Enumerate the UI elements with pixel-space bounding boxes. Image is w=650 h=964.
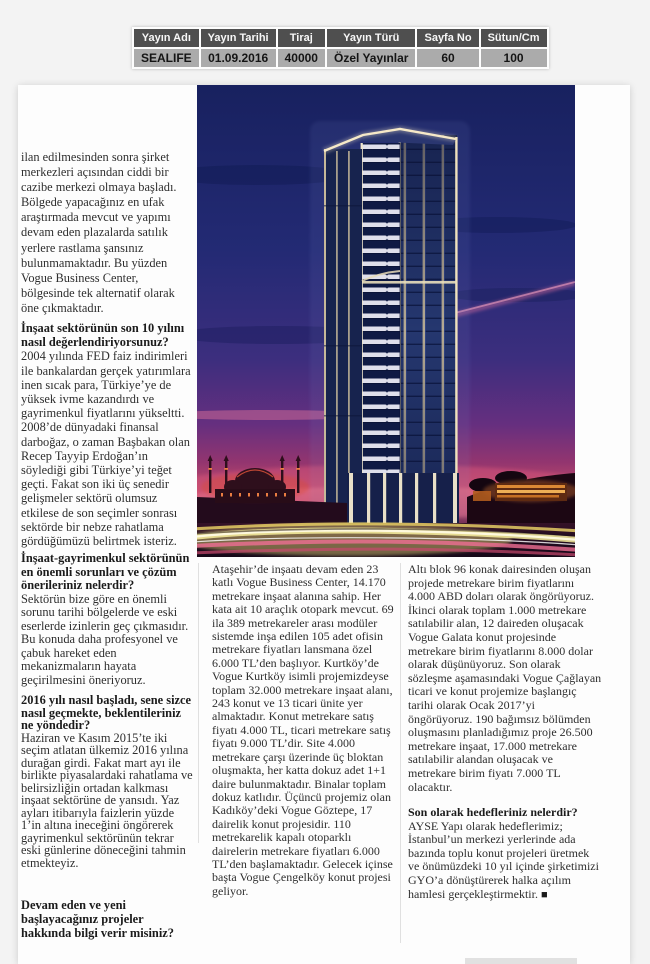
meta-header-sayfa-no: Sayfa No (417, 29, 478, 47)
meta-header-sutun-cm: Sütun/Cm (481, 29, 547, 47)
interview-question-4 (21, 898, 195, 940)
answer-text: Haziran ve Kasım 2015’te iki seçim atlatan ülkemiz 2016 yılına durağan girdi. Fakat mart ayı ile birlikte piyasalardaki rahatlama ve belirsizliğin ortadan kalkması inşaat sektörüne de yansıdı. Yaz ayları itibarıyla faizlerin yüzde 1’in altına ineceğini öngörerek gayrimenkul sektörünün tekrar eski günlerine döneceğini tahmin etmekteyiz. (21, 730, 193, 870)
meta-header-yayin-turu: Yayın Türü (327, 29, 416, 47)
meta-header-yayin-adi: Yayın Adı (134, 29, 199, 47)
answer-text: AYSE Yapı olarak hedeflerimiz; İstanbul’un merkezi yerlerinde ada bazında toplu konut projeleri üretmek ve önümüzdeki 10 yıl içinde şirketimizi GYO’a dönüştürerek halka açılım hamlesi gerçekleştirmektir. (408, 818, 599, 901)
meta-value-sayfa-no: 60 (417, 49, 478, 67)
closing-paragraph (408, 820, 602, 903)
intro-paragraph (21, 150, 195, 316)
meta-value-sutun-cm: 100 (481, 49, 547, 67)
end-of-article-marker: ■ (540, 888, 548, 901)
answer-text: Sektörün bize göre en önemli sorunu tarihi bölgelerde ve eski eserlerde izinlerin geç çıkmasıdır. Bu konuda daha profesyonel ve çabuk hareket eden mekanizmaların hayata geçirilmesini öneriyoruz. (21, 591, 189, 687)
right-column (408, 563, 602, 902)
meta-value-yayin-turu: Özel Yayınlar (327, 49, 416, 67)
body-text: ilan edilmesinden sonra şirket merkezleri açısından ciddi bir cazibe merkezi olmaya başladı. Bölgede yapacağınız en ufak araştırmada mevcut ve yapımı devam eden plazalarda satılık yerlere rastlama şansınız bulunmamaktadır. Bu yüzden Vogue Business Center, bölgesinde tek alternatif olarak öne çıkmaktadır. (21, 150, 177, 315)
question-heading: Devam eden ve yeni başlayacağınız projeler hakkında bilgi verir misiniz? (21, 898, 174, 940)
meta-value-row (134, 49, 547, 67)
column-divider-right (400, 563, 401, 943)
cut-off-scan-artifact (465, 958, 577, 964)
article-page (18, 85, 630, 964)
column-divider-left (198, 563, 199, 843)
meta-value-tiraj: 40000 (278, 49, 325, 67)
meta-header-yayin-tarihi: Yayın Tarihi (201, 29, 276, 47)
interview-question-1 (21, 321, 195, 548)
meta-value-yayin-adi: SEALIFE (134, 49, 199, 67)
question-heading: İnşaat sektörünün son 10 yılını nasıl değerlendiriyorsunuz? (21, 321, 185, 350)
answer-text: 2004 yılında FED faiz indirimleri ile bankalardan gerçek yatırımlara inen sıcak para, Türkiye’ye de yüksek ivme kazandırdı ve gayrimenkul fiyatlarını yükseltti. 2008’de dünyadaki finansal darboğaz, o zaman Başbakan olan Recep Tayyip Erdoğan’ın söylediği gibi Türkiye’yi teğet geçti. Fakat son iki üç senedir gelişmeler sektörü olumsuz etkilese de son seçimler sonrası sektörde bir nebze rahatlama gördüğümüzü belirtmek isteriz. (21, 349, 191, 549)
question-heading: İnşaat-gayrimenkul sektörünün en önemli sorunları ve çözüm önerileriniz nelerdir? (21, 551, 190, 592)
question-heading: Son olarak hedefleriniz nelerdir? (408, 805, 578, 820)
meta-header-row (134, 29, 547, 47)
meta-header-tiraj: Tiraj (278, 29, 325, 47)
interview-question-3 (21, 694, 195, 869)
meta-value-yayin-tarihi: 01.09.2016 (201, 49, 276, 67)
question-heading: 2016 yılı nasıl başladı, sene sizce nasıl geçmekte, beklentileriniz ne yöndedir? (21, 693, 192, 732)
publication-meta-table (132, 27, 549, 69)
answer-text: Altı blok 96 konak dairesinden oluşan projede metrekare birim fiyatlarını 4.000 ABD doları olarak öngörüyoruz. İkinci olarak toplam 1.000 metrekare satılabilir alan, 12 daireden oluşacak Vogue Galata konut projesinde metrekare birim fiyatlarını 8.000 dolar olarak düşünüyoruz. Son olarak sözleşme aşamasındaki Vogue Çağlayan ticari ve konut projemize başlangıç tarihi olarak Ocak 2017’yi öngörüyoruz. 190 bağımsız bölümden oluşmasını planladığımız proje 26.500 metrekare inşaat, 17.000 metrekare satılabilir alandan oluşacak ve metrekare birim fiyatı 7.000 TL olacaktır. (408, 562, 602, 794)
answer-text: Ataşehir’de inşaatı devam eden 23 katlı Vogue Business Center, 14.170 metrekare inşaat alanına sahip. Her kata ait 10 araçlık otopark mevcut. 69 ila 389 metrekareler arası modüler sistemde inşa edilen 105 adet ofisin metrekare fiyatları lansmana özel 6.000 TL’den başlıyor. Kurtköy’de Vogue Kurtköy isimli projemizdeyse toplam 32.000 metrekare inşaat alanı, 243 konut ve 13 ticari ünite yer almaktadır. Konut metrekare satış fiyatı 4.000 TL, ticari metrekare satış fiyatı 9.000 TL’dir. Site 4.000 metrekare çarşı üzerinde üç bloktan oluşmakta, her katta dokuz adet 1+1 daire bulunmaktadır. Binalar toplam dokuz katlıdır. Üçüncü projemiz olan Kadıköy’deki Vogue Göztepe, 17 dairelik konut projesidir. 110 metrekarelik kapalı otoparklı dairelerin metrekare fiyatları 6.000 TL’den başlamaktadır. Gelecek içinse başta Vogue Çengelköy konut projesi geliyor. (212, 562, 394, 898)
middle-column (212, 563, 396, 898)
building-night-photo (197, 85, 575, 557)
interview-question-2 (21, 552, 195, 687)
